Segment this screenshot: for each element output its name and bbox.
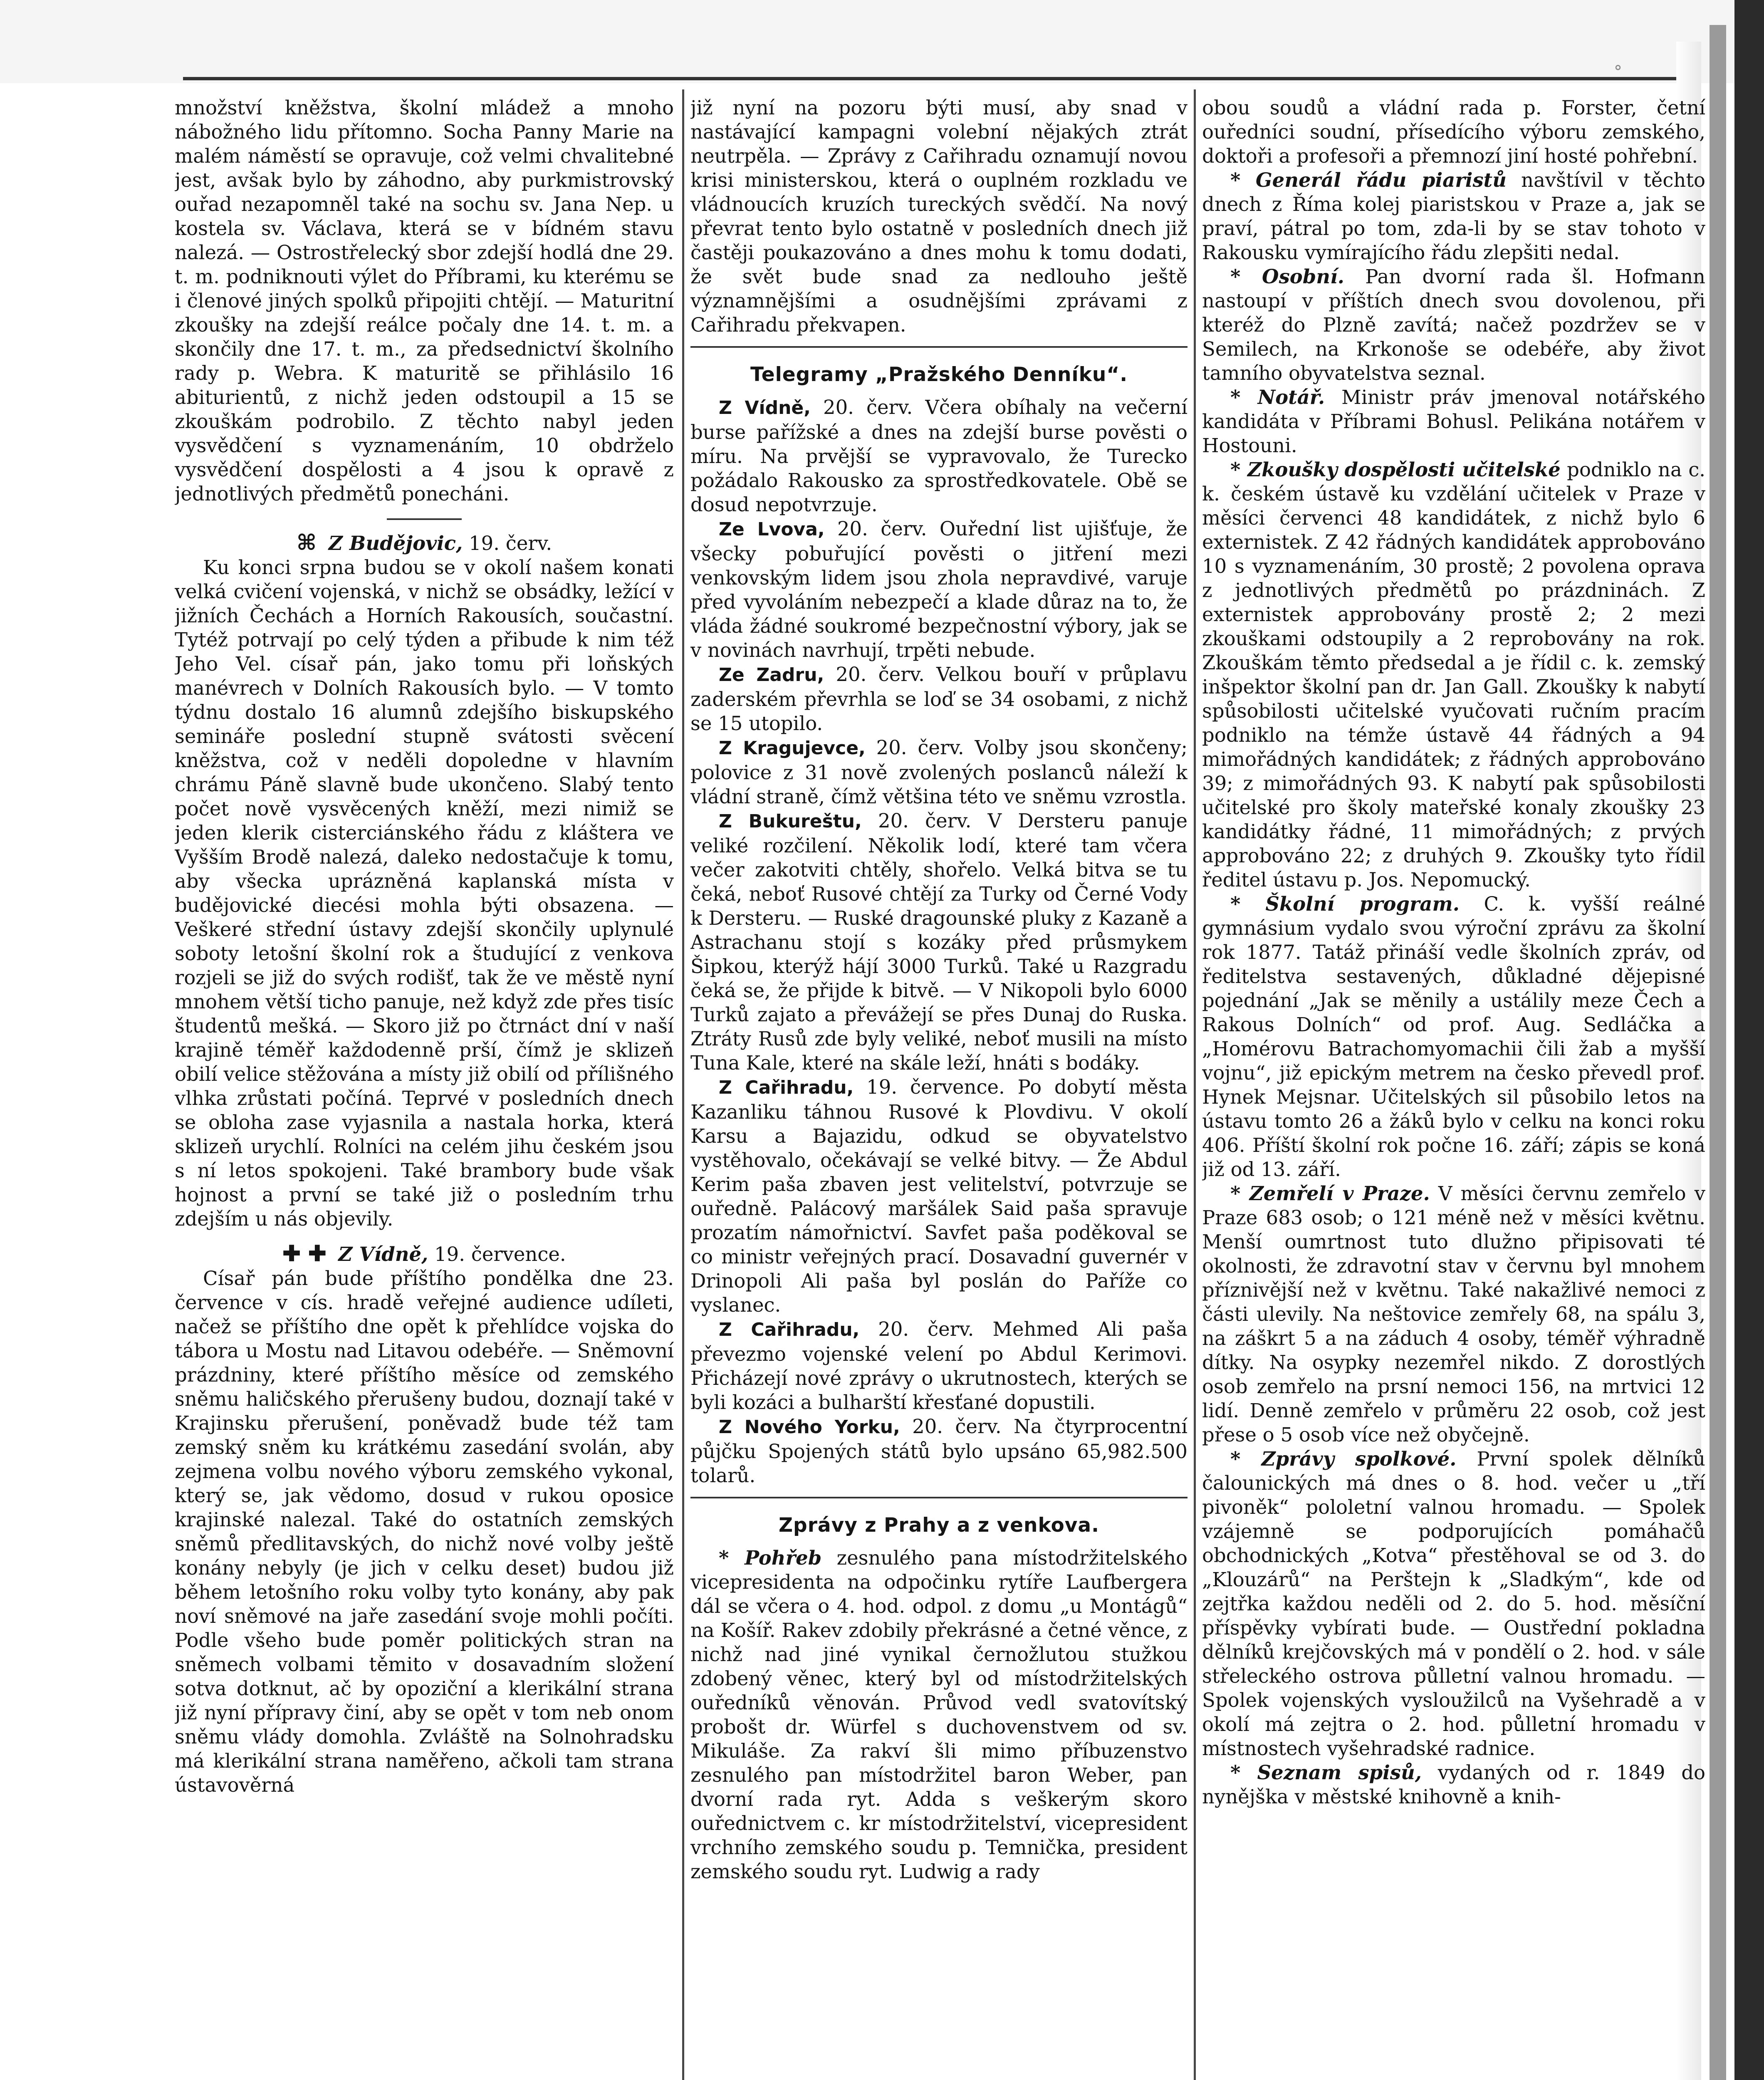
telegram-text: Velkou bouří v průplavu zaderském převrhla se loď se 34 osobami, z nichž se 15 utopilo. <box>690 663 1188 735</box>
telegram-place: Z Cařihradu, <box>719 1077 854 1098</box>
news-text: Pan dvorní rada šl. Hofmann nastoupí v příštích dnech svou dovolenou, při kteréž do Plzně zavítá; načež pozdržev se v Semilech, na Krkonoše se odebéře, aby život tamního obyvatelstva seznal. <box>1202 265 1705 384</box>
telegram-date: 20. červ. <box>878 1318 974 1340</box>
telegram-date: 20. červ. <box>878 810 972 832</box>
news-text: První spolek dělníků čalounických má dnes o 8. hod. večer u „tří pivoněk“ pololetní valnou hromadu. — Spolek vzájemně se podporujících pomáhačů obchodnických „Kotva“ přestěhoval se od 3. do „Klouzárů“ na Perštejn k „Sladkým“, kde od zejtřka každou neděli od 2. do 5. hod. měsíční příspěvky vybírati bude. — Oustřední pokladna dělníků krejčovských má v pondělí o 2. hod. v sále střeleckého ostrova půlletní valnou hromadu. — Spolek vojenských vysloužilců na Vyšehradě a v okolí má zejtra o 2. hod. půlletní hromadu v místnostech vyšehradské radnice. <box>1202 1448 1705 1760</box>
news-lead: * Osobní. <box>1230 265 1344 288</box>
dagger-symbol: ⌘ <box>296 530 317 555</box>
section-divider <box>387 518 462 520</box>
telegram-text: Na čtyrprocentní půjčku Spojených států bylo upsáno 65,982.500 tolarů. <box>690 1415 1188 1487</box>
telegram-date: 20. červ. <box>836 663 925 686</box>
page-mark: ° <box>1614 62 1622 82</box>
dateline-budejovice <box>175 531 674 555</box>
telegram-item <box>690 1414 1188 1488</box>
column-right <box>1202 96 1705 2080</box>
telegram-date: 20. červ. <box>837 518 927 540</box>
telegram-item <box>690 517 1188 662</box>
column-left <box>175 96 674 2080</box>
telegram-text: Mehmed Ali paša převezmo vojenské velení po Abdul Kerimovi. Přicházejí nové zprávy o ukrutnostech, kterých se byli kozáci a bulharští křesťané dopustili. <box>690 1318 1188 1414</box>
news-lead: * Zprávy spolkové. <box>1230 1447 1457 1470</box>
news-item <box>1202 1447 1705 1761</box>
news-item <box>1202 168 1705 265</box>
dateline-date: 19. července. <box>434 1243 566 1265</box>
news-lead: * Notář. <box>1230 386 1325 409</box>
telegram-date: 20. červ. <box>823 396 913 418</box>
section-divider <box>690 1497 1188 1498</box>
news-lead: * Pohřeb <box>719 1546 822 1569</box>
news-item <box>1202 1181 1705 1447</box>
news-item <box>1202 458 1705 892</box>
telegram-text: Včera obíhaly na večerní burse pařížské a dnes na zdejší burse pověsti o míru. Na prvější se vypravovalo, že Turecko požádalo Rakousko za sprostředkovatele. Obě se dosud nepotvrzuje. <box>690 396 1188 516</box>
news-item <box>1202 265 1705 385</box>
column-rule-2 <box>1194 89 1196 2080</box>
telegram-item <box>690 1317 1188 1414</box>
telegram-item <box>690 662 1188 735</box>
page-edge-shadow <box>1710 25 1726 2080</box>
dateline-vienna <box>175 1242 674 1266</box>
news-text: podniklo na c. k. českém ústavě ku vzdělání učitelek v Praze v měsíci červenci 48 kandidátek, z nichž bylo 6 externistek. Z 42 řádných kandidátek approbováno 10 s vyznamenáním, 30 prostě; 2 povolena oprava z jednotlivých předmětů po prázdninách. Z externistek approbovány prostě 2; 2 mezi zkouškami odstoupily a 2 reprobovány na rok. Zkouškám těmto předsedal a je řídil c. k. zemský inšpektor školní pan dr. Jan Gall. Zkoušky k nabytí spůsobilosti učitelské vyučovati ručním pracím podniklo na témže ústavě 44 řádných a 94 mimořádných kandidátek; z řádných approbováno 39; z mimořádných 93. K nabytí pak spůsobilosti učitelské pro školy mateřské konaly zkoušky 23 kandidátky řádné, 11 mimořádných; z prvých approbováno 22; z druhých 9. Zkoušky tyto řídil ředitel ústavu p. Jos. Nepomucký. <box>1202 458 1705 891</box>
dateline-town: Z Budějovic, <box>328 532 463 555</box>
news-item <box>690 1546 1188 1884</box>
news-text: Ministr práv jmenoval notářského kandidáta v Příbrami Bohusl. Pelikána notářem v Hostouni. <box>1202 386 1705 457</box>
page-edge <box>1734 0 1764 2080</box>
top-rule <box>183 77 1693 80</box>
telegram-place: Z Kragujevce, <box>719 738 866 759</box>
telegram-text: Ouřední list ujišťuje, že všecky pobuřující pověsti o jitření mezi venkovským lidem jsou zhola nepravdivé, varuje před vyvoláním nebezpečí a klade důraz na to, že vláda žádné soukromé bezpečnostní výbory, jak se v novinách navrhují, trpěti nebude. <box>690 518 1188 661</box>
section-heading-telegrams: Telegramy „Pražského Denníku“. <box>750 363 1128 386</box>
news-lead: * Seznam spisů, <box>1230 1761 1422 1784</box>
column-rule-1 <box>682 89 684 2080</box>
news-text: navštívil v těchto dnech z Říma kolej piaristskou v Praze a, jak se praví, pátral po tom, zda-li by se stav tohoto v Rakousku vymírajícího řádu zlepšiti nedal. <box>1202 169 1705 264</box>
scan-top-margin <box>0 0 1764 83</box>
column-middle <box>690 96 1188 2080</box>
telegram-text: V Dersteru panuje veliké rozčilení. Několik lodí, které tam včera večer zakotviti chtěly, shořelo. Velká bitva se tu čeká, neboť Rusové chtějí za Turky od Černé Vody k Dersteru. — Ruské dragounské pluky z Kazaně a Astrachanu stojí s kozáky před průsmykem Šipkou, kterýž hájí 3000 Turků. Také u Razgradu čeká se, že přijde k bitvě. — V Nikopoli bylo 6000 Turků zajato a převážejí se přes Dunaj do Ruska. Ztráty Rusů zde byly veliké, neboť musili na místo Tuna Kale, které na skále leží, hnáti s bodáky. <box>690 810 1188 1074</box>
telegram-date: 20. červ. <box>912 1415 1002 1438</box>
telegram-place: Z Nového Yorku, <box>719 1416 900 1438</box>
dateline-town: Z Vídně, <box>338 1243 428 1265</box>
article-paragraph: množství kněžstva, školní mládež a mnoho nábožného lidu přítomno. Socha Panny Marie na malém náměstí se opravuje, což velmi chvalitebné jest, avšak bylo by záhodno, aby purkmistrovský ouřad nezapomněl také na sochu sv. Jana Nep. u kostela sv. Václava, která se v bídném stavu nalezá. — Ostrostřelecký sbor zdejší hodlá dne 29. t. m. podniknouti výlet do Příbrami, ku kterému se i členové jiných spolků připojiti chtějí. — Maturitní zkoušky na zdejší reálce počaly dne 14. t. m. a skončily dne 17. t. m., za předsednictví školního rady p. Webra. K maturitě se přihlásilo 16 abiturientů, z nichž jeden odstoupil a 15 se zkouškám podrobilo. Z těchto nabyl jeden vysvědčení s vyznamenáním, 10 obdrželo vysvědčení dospělosti a 4 jsou k opravě z jednotlivých předmětů ponecháni. <box>175 97 674 505</box>
telegram-date: 19. července. <box>866 1076 1005 1098</box>
news-text: zesnulého pana místodržitelského vicepresidenta na odpočinku rytíře Laufbergera dál se včera o 4. hod. odpol. z domu „u Montágů“ na Košíř. Rakev zdobily překrásné a četné věnce, z nichž nad jiné vynikal černožlutou stužkou zdobený věnec, který byl od místodržitelských ouředníků věnován. Průvod vedl svatovítský probošt dr. Würfel s duchovenstvem od sv. Mikuláše. Za rakví šli mimo příbuzenstvo zesnulého pan místodržitel baron Weber, pan dvorní rada ryt. Adda s veškerým skoro ouřednictvem c. kr místodržitelství, vicepresident vrchního zemského soudu p. Temnička, president zemského soudu ryt. Ludwig a rady <box>690 1547 1188 1883</box>
news-lead: * Generál řádu piaristů <box>1230 168 1507 191</box>
section-divider <box>690 346 1188 348</box>
telegram-place: Ze Lvova, <box>719 519 825 540</box>
telegram-text: Volby jsou skončeny; polovice z 31 nově zvolených poslanců náleží k vládní straně, čímž většina této ve sněmu vzrostla. <box>690 736 1188 808</box>
telegram-place: Ze Zadru, <box>719 664 824 686</box>
telegram-item <box>690 809 1188 1075</box>
cross-symbol: ✚ ✚ <box>282 1241 327 1266</box>
dateline-date: 19. červ. <box>469 532 552 555</box>
article-paragraph: již nyní na pozoru býti musí, aby snad v nastávající kampagni volební nějakých ztrát neutrpěla. — Zprávy z Cařihradu oznamují novou krisi ministerskou, která o ouplném rozkladu ve vládnoucích kruzích tureckých svědčí. Na nový převrat tento bylo ostatně v posledních dnech již častěji poukazováno a dnes mohu k tomu dodati, že svět bude snad za nedlouho ještě významnějšími a osudnějšími zprávami z Cařihradu překvapen. <box>690 97 1188 336</box>
telegram-place: Z Vídně, <box>719 397 811 418</box>
news-lead: * Zemřelí v Praze. <box>1230 1182 1430 1205</box>
news-text: V měsíci červnu zemřelo v Praze 683 osob; o 121 méně než v měsíci květnu. Menší oumrtnost tuto dlužno připisovati té okolnosti, že zdravotní stav v červnu byl mnohem příznivější než v květnu. Také nakažlivé nemoci z části ulevily. Na neštovice zemřely 68, na spálu 3, na záškrt 5 a na záduch 4 osoby, téměř výhradně dítky. Na osypky nezemřel nikdo. Z dorostlých osob zemřelo na prsní nemoci 156, na mrtvici 12 lidí. Denně zemřelo v průměru 22 osob, což jest přese o 5 osob více než obyčejně. <box>1202 1182 1705 1446</box>
telegram-place: Z Bukureštu, <box>719 811 862 832</box>
news-item <box>1202 385 1705 458</box>
telegram-place: Z Cařihradu, <box>719 1319 860 1340</box>
news-lead: * Zkoušky dospělosti učitelské <box>1230 458 1561 481</box>
news-item <box>1202 892 1705 1181</box>
news-text: C. k. vyšší reálné gymnásium vydalo svou výroční zprávu za školní rok 1877. Tatáž přináší vedle školních zpráv, od ředitelstva sestavených, důkladné dějepisné pojednání „Jak se měnily a ustálily meze Čech a Rakous Dolních“ od prof. Aug. Sedláčka a „Homérovu Batrachomyomachii čili žab a myšší vojnu“, již epickým metrem na česko převedl prof. Hynek Mejsnar. Učitelských sil působilo letos na ústavu tomto 26 a žáků bylo v celku na konci roku 406. Příští školní rok počne 16. září; zápis se koná již od 13. září. <box>1202 893 1705 1181</box>
article-paragraph: Ku konci srpna budou se v okolí našem konati velká cvičení vojenská, v nichž se obsádky, ležící v jižních Čechách a Horních Rakousích, součastní. Tytéž potrvají po celý týden a přibude k nim též Jeho Vel. císař pán, jako tomu při loňských manévrech v Dolních Rakousích bylo. — V tomto týdnu dostalo 16 alumnů zdejšího biskupského semináře poslední stupně svátosti svěcení kněžstva, což v neděli dopoledne v hlavním chrámu Páně slavně bude ukončeno. Slabý tento počet nově vysvěcených kněží, mezi nimiž se jeden klerik cisterciánského řádu z kláštera ve Vyšším Brodě nalezá, daleko nedostačuje k tomu, aby všecka uprázněná kaplanská místa v budějovické diecési mohla býti obsazena. — Veškeré střední ústavy zdejší skončily uplynulé soboty letošní školní rok a študující z venkova rozjeli se již do svých rodišť, tak že ve městě nyní mnohem větší ticho panuje, než když zde přes tisíc študentů mešká. — Skoro již po čtrnáct dní v naší krajině téměř každodenně prší, čímž je sklizeň obilí velice stěžována a místy již obilí od přílišného vlhka zrůstati počíná. Teprvé v posledních dnech se obloha zase vyjasnila a nastala horka, která sklizeň urychlí. Rolníci na celém jihu českém jsou s ní letos spokojeni. Také brambory bude však hojnost a první se také již o posledním trhu zdejším u nás objevily. <box>175 556 674 1230</box>
news-item <box>1202 1761 1705 1809</box>
section-heading-prague-news: Zprávy z Prahy a z venkova. <box>778 1514 1100 1537</box>
article-paragraph: obou soudů a vládní rada p. Forster, četní ouředníci soudní, přísedícího výboru zemského, doktoři a profesoři a přemnozí jiní hosté pohřební. <box>1202 97 1705 167</box>
news-text: vydaných od r. 1849 do nynějška v městské knihovně a knih- <box>1202 1761 1705 1808</box>
telegram-text: Po dobytí města Kazanliku táhnou Rusové k Plovdivu. V okolí Karsu a Bajazidu, odkud se obyvatelstvo vystěhovalo, očekávají se velké bitvy. — Že Abdul Kerim paša zbaven jest velitelství, potvrzuje se ouředně. Palácový maršálek Said paša spravuje prozatím námořnictví. Savfet paša poděkoval se co ministr veřejných prací. Dosavadní guvernér v Drinopoli Ali paša byl poslán do Paříže co vyslanec. <box>690 1076 1188 1316</box>
telegram-item <box>690 735 1188 809</box>
telegram-item <box>690 395 1188 517</box>
article-paragraph: Císař pán bude příštího pondělka dne 23. července v cís. hradě veřejné audience udíleti, načež se příštího dne opět k přehlídce vojska do tábora u Mostu nad Litavou odebéře. — Sněmovní prázdniny, které příštího měsíce od zemského sněmu haličského přerušeny budou, doznají také v Krajinsku přerušení, poněvadž bude též tam zemský sněm ku krátkému zasedání svolán, aby zejmena volbu nového výboru zemského vykonal, který se, jak vědomo, dosud v rukou oposice krajinské nalezal. Také do ostatních zemských sněmů předlitavských, do nichž nové volby ještě konány nebyly (je jich v celku deset) budou již během letošního roku volby tyto konány, aby pak noví sněmové na jaře zasedání svoje mohli počíti. Podle všeho bude poměr politických stran na sněmech volbami těmito v dosavadním složení sotva dotknut, ač by opoziční a klerikální strana již nyní přípravy činí, aby se opět v tom neb onom sněmu vlády domohla. Zvláště na Solnohradsku má klerikální strana naměřeno, ačkoli tam strana ústavověrná <box>175 1267 674 1796</box>
telegram-item <box>690 1075 1188 1317</box>
telegram-date: 20. červ. <box>876 736 964 759</box>
news-lead: * Školní program. <box>1230 892 1460 915</box>
